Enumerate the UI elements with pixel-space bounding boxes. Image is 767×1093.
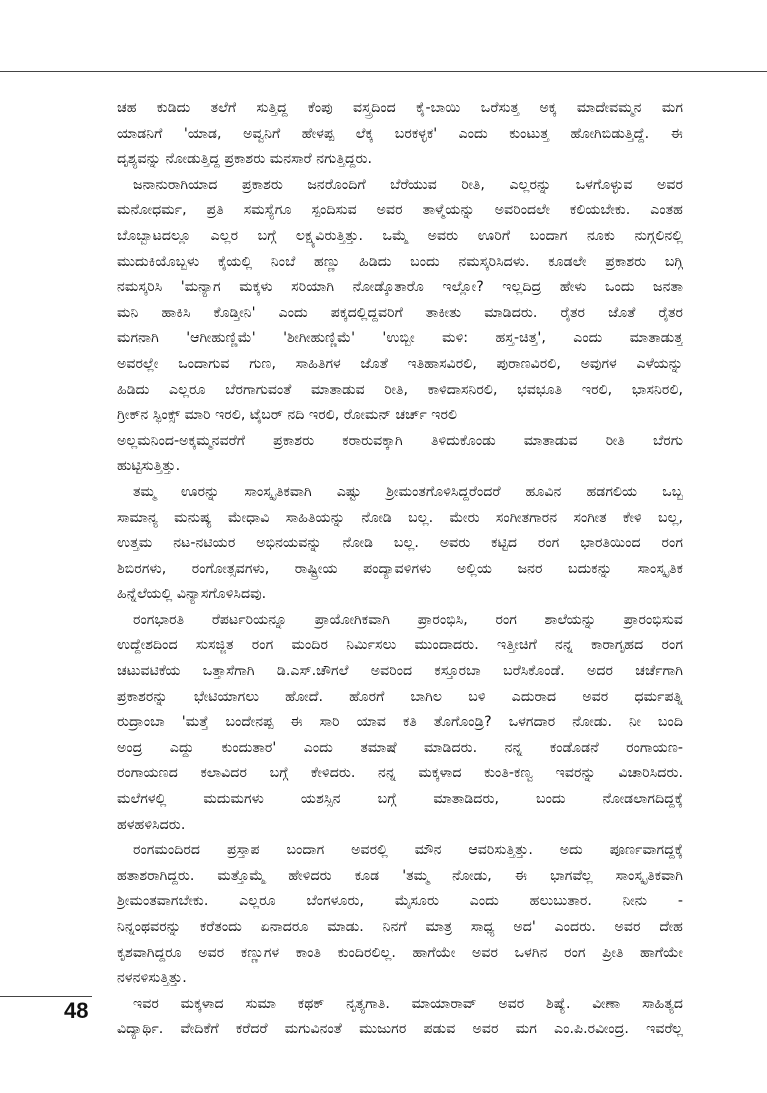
text-line: ಅಂದ್ರ ಎದ್ದು ಕುಂದುತಾರ' ಎಂದು ತಮಾಷೆ ಮಾಡಿದರು. ನನ್ನ ಕಂಡೊಡನೆ ರಂಗಾಯಣ-: [117, 739, 683, 756]
text-line: ಹಳಹಳಿಸಿದರು.: [117, 816, 186, 833]
text-line: ನಮಸ್ಕರಿಸಿ 'ಮನ್ಯಾಗ ಮಕ್ಕಳು ಸರಿಯಾಗಿ ನೋಡ್ಕೊತಾರೊ ಇಲ್ಲೋ? ಇಲ್ಲದಿದ್ರ ಹೇಳು ಒಂದು ಜನತಾ: [117, 279, 683, 296]
paragraph-first-line: ಜನಾನುರಾಗಿಯಾದ ಪ್ರಕಾಶರು ಜನರೊಂದಿಗೆ ಬೆರೆಯುವ ರೀತಿ, ಎಲ್ಲರನ್ನು ಒಳಗೊಳ್ಳುವ ಅವರ: [133, 176, 683, 193]
text-line: ಅಲ್ಲಮನಿಂದ-ಅಕ್ಕಮ್ಮನವರೆಗೆ ಪ್ರಕಾಶರು ಕರಾರುವಕ್ಕಾಗಿ ತಿಳಿದುಕೊಂಡು ಮಾತಾಡುವ ರೀತಿ ಬೆರಗು: [117, 432, 683, 449]
text-line: ಪ್ರಕಾಶರನ್ನು ಭೇಟಿಯಾಗಲು ಹೋದೆ. ಹೊರಗೆ ಬಾಗಿಲ ಬಳಿ ಎದುರಾದ ಅವರ ಧರ್ಮಪತ್ನಿ: [117, 688, 683, 705]
text-line: ನಳನಳಿಸುತ್ತಿತ್ತು.: [117, 970, 187, 987]
text-line: ಶ್ರೀಮಂತವಾಗಬೇಕು. ಎಲ್ಲರೂ ಬೆಂಗಳೂರು, ಮೈಸೂರು ಎಂದು ಹಲುಬುತಾರ. ನೀನು -: [117, 893, 683, 910]
paragraph-first-line: ತಮ್ಮ ಊರನ್ನು ಸಾಂಸ್ಕೃತಿಕವಾಗಿ ಎಷ್ಟು ಶ್ರೀಮಂತಗೊಳಿಸಿದ್ದರೆಂದರೆ ಹೂವಿನ ಹಡಗಲಿಯ ಒಬ್ಬ: [133, 483, 683, 500]
text-line: ಅವರಲ್ಲೇ ಒಂದಾಗುವ ಗುಣ, ಸಾಹಿತಿಗಳ ಜೊತೆ ಇತಿಹಾಸವಿರಲಿ, ಪುರಾಣವಿರಲಿ, ಅವುಗಳ ಎಳೆಯನ್ನು: [117, 355, 683, 372]
text-line: ರಂಗಾಯಣದ ಕಲಾವಿದರ ಬಗ್ಗೆ ಕೇಳಿದರು. ನನ್ನ ಮಕ್ಕಳಾದ ಕುಂತಿ-ಕಣ್ವ ಇವರನ್ನು ವಿಚಾರಿಸಿದರು.: [117, 765, 683, 782]
text-line: ಮುದುಕಿಯೊಬ್ಬಳು ಕೈಯಲ್ಲಿ ನಿಂಬೆ ಹಣ್ಣು ಹಿಡಿದು ಬಂದು ನಮಸ್ಕರಿಸಿದಳು. ಕೂಡಲೇ ಪ್ರಕಾಶರು ಬಗ್ಗಿ: [117, 253, 683, 270]
footer-rule: [0, 996, 92, 997]
text-line: ಚಟುವಟಿಕೆಯ ಒತ್ತಾಸೆಗಾಗಿ ಡಿ.ಎಸ್.ಚೌಗಲೆ ಅವರಿಂದ ಕಸ್ತೂರಬಾ ಬರೆಸಿಕೊಂಡೆ. ಅದರ ಚರ್ಚೆಗಾಗಿ: [117, 663, 683, 680]
text-line: ಸಾಮಾನ್ಯ ಮನುಷ್ಯ ಮೇಧಾವಿ ಸಾಹಿತಿಯನ್ನು ನೋಡಿ ಬಲ್ಲ. ಮೇರು ಸಂಗೀತಗಾರನ ಸಂಗೀತ ಕೇಳಿ ಬಲ್ಲ,: [117, 509, 683, 526]
text-line: ನಿನ್ನಂಥವರನ್ನು ಕರೆತಂದು ಏನಾದರೂ ಮಾಡು. ನಿನಗೆ ಮಾತ್ರ ಸಾಧ್ಯ ಅದ' ಎಂದರು. ಅವರ ದೇಹ: [117, 919, 683, 935]
text-line: ಹುಟ್ಟಿಸುತ್ತಿತ್ತು.: [117, 458, 181, 475]
text-line: ಮಗನಾಗಿ 'ಆಗೀಹುಣ್ಣಿಮೆ' 'ಶೀಗೀಹುಣ್ಣಿಮೆ' 'ಉಬ್ಬೀ ಮಳಿ: ಹಸ್ತ-ಚಿತ್ತ', ಎಂದು ಮಾತಾಡುತ್ತ: [117, 330, 683, 347]
text-line: ಚಹ ಕುಡಿದು ತಲೆಗೆ ಸುತ್ತಿದ್ದ ಕೆಂಪು ವಸ್ತ್ರದಿಂದ ಕೈ-ಬಾಯಿ ಒರೆಸುತ್ತ ಅಕ್ಕ ಮಾದೇವಮ್ಮನ ಮಗ: [117, 100, 683, 116]
text-line: ಹಿಡಿದು ಎಲ್ಲರೂ ಬೆರಗಾಗುವಂತೆ ಮಾತಾಡುವ ರೀತಿ, ಕಾಳಿದಾಸನಿರಲಿ, ಭವಭೂತಿ ಇರಲಿ, ಭಾಸನಿರಲಿ,: [117, 381, 683, 398]
text-line: ಮನಿ ಹಾಕಿಸಿ ಕೊಡ್ತೀನಿ' ಎಂದು ಪಕ್ಕದಲ್ಲಿದ್ದವರಿಗೆ ತಾಕೀತು ಮಾಡಿದರು. ರೈತರ ಜೊತೆ ರೈತರ: [117, 304, 683, 321]
text-line: ಮಲೆಗಳಲ್ಲಿ ಮದುಮಗಳು ಯಶಸ್ಸಿನ ಬಗ್ಗೆ ಮಾತಾಡಿದರು, ಬಂದು ನೋಡಲಾಗದಿದ್ದಕ್ಕೆ: [117, 791, 683, 808]
text-line: ಉದ್ದೇಶದಿಂದ ಸುಸಜ್ಜಿತ ರಂಗ ಮಂದಿರ ನಿರ್ಮಿಸಲು ಮುಂದಾದರು. ಇತ್ತೀಚಿಗೆ ನನ್ನ ಕಾರಾಗೃಹದ ರಂಗ: [117, 637, 683, 654]
paragraph-first-line: ಇವರ ಮಕ್ಕಳಾದ ಸುಮಾ ಕಥಕ್ ನೃತ್ಯಗಾತಿ. ಮಾಯಾರಾವ್ ಅವರ ಶಿಷ್ಯೆ. ವೀಣಾ ಸಾಹಿತ್ಯದ: [133, 995, 683, 1012]
paragraph-first-line: ರಂಗಭಾರತಿ ರೆಪರ್ಟರಿಯನ್ನೂ ಪ್ರಾಯೋಗಿಕವಾಗಿ ಪ್ರಾರಂಭಿಸಿ, ರಂಗ ಶಾಲೆಯನ್ನು ಪ್ರಾರಂಭಿಸುವ: [133, 611, 683, 628]
text-line: ಹತಾಶರಾಗಿದ್ದರು. ಮತ್ತೊಮ್ಮೆ ಹೇಳಿದರು ಕೂಡ 'ತಮ್ಮ ನೋಡು, ಈ ಭಾಗವೆಲ್ಲ ಸಾಂಸ್ಕೃತಿಕವಾಗಿ: [117, 867, 683, 884]
page-number: 48: [64, 998, 89, 1023]
text-line: ರುದ್ರಾಂಬಾ 'ಮತ್ತೆ ಬಂದೇನಪ್ಪ ಈ ಸಾರಿ ಯಾವ ಕತಿ ತೊಗೊಂಡ್ರಿ? ಒಳಗದಾರ ನೋಡು. ನೀ ಬಂದಿ: [117, 714, 683, 731]
text-line: ಮನೋಧರ್ಮ, ಪ್ರತಿ ಸಮಸ್ಯೆಗೂ ಸ್ಪಂದಿಸುವ ಅವರ ತಾಳ್ಮೆಯನ್ನು ಅವರಿಂದಲೇ ಕಲಿಯಬೇಕು. ಎಂತಹ: [117, 202, 683, 219]
text-line: ಕೃಶವಾಗಿದ್ದರೂ ಅವರ ಕಣ್ಣುಗಳ ಕಾಂತಿ ಕುಂದಿರಲಿಲ್ಲ. ಹಾಗೆಯೇ ಅವರ ಒಳಗಿನ ರಂಗ ಪ್ರೀತಿ ಹಾಗೆಯೇ: [117, 944, 683, 961]
text-line: ಬೊಬ್ಬಾಟದಲ್ಲೂ ಎಲ್ಲರ ಬಗ್ಗೆ ಲಕ್ಷ್ಯವಿರುತ್ತಿತ್ತು. ಒಮ್ಮೆ ಅವರು ಊರಿಗೆ ಬಂದಾಗ ನೂಕು ನುಗ್ಗಲಿನಲ್ಲಿ: [117, 227, 683, 244]
text-line: ಹಿನ್ನೆಲೆಯಲ್ಲಿ ವಿನ್ಯಾಸಗೊಳಿಸಿದವು.: [117, 586, 267, 603]
text-line: ಯಾಡನಿಗೆ 'ಯಾಡ, ಅವ್ವನಿಗೆ ಹೇಳಪ್ಪ ಲೆಕ್ಕ ಬರಕಳ್ಳಕ' ಎಂದು ಕುಂಟುತ್ತ ಹೋಗಿಬಿಡುತ್ತಿದ್ದೆ. ಈ: [117, 125, 683, 142]
text-line: ಉತ್ತಮ ನಟ-ನಟಿಯರ ಅಭಿನಯವನ್ನು ನೋಡಿ ಬಲ್ಲ. ಅವರು ಕಟ್ಟಿದ ರಂಗ ಭಾರತಿಯಿಂದ ರಂಗ: [117, 535, 683, 552]
text-line: ವಿದ್ಯಾರ್ಥಿ. ವೇದಿಕೆಗೆ ಕರೆದರೆ ಮಗುವಿನಂತೆ ಮುಜುಗರ ಪಡುವ ಅವರ ಮಗ ಎಂ.ಪಿ.ರವೀಂದ್ರ. ಇವರೆಲ್ಲ: [117, 1021, 683, 1038]
body-text: [117, 96, 683, 1043]
text-line: ದೃಶ್ಯವನ್ನು ನೋಡುತ್ತಿದ್ದ ಪ್ರಕಾಶರು ಮನಸಾರೆ ನಗುತ್ತಿದ್ದರು.: [117, 151, 373, 168]
text-line: ಗ್ರೀಕ್‌ನ ಸ್ಫಿಂಕ್ಸ್ ಮಾರಿ ಇರಲಿ, ಟೈಬರ್ ನದಿ ಇರಲಿ, ರೋಮನ್ ಚರ್ಚ್ ಇರಲಿ: [117, 407, 458, 424]
text-line: ಶಿಬಿರಗಳು, ರಂಗೋತ್ಸವಗಳು, ರಾಷ್ಟ್ರೀಯ ಪಂದ್ಯಾವಳಿಗಳು ಅಲ್ಲಿಯ ಜನರ ಬದುಕನ್ನು ಸಾಂಸ್ಕೃತಿಕ: [117, 560, 683, 577]
paragraph-first-line: ರಂಗಮಂದಿರದ ಪ್ರಸ್ತಾಪ ಬಂದಾಗ ಅವರಲ್ಲಿ ಮೌನ ಆವರಿಸುತ್ತಿತ್ತು. ಅದು ಪೂರ್ಣವಾಗದ್ದಕ್ಕೆ: [133, 842, 683, 859]
header-rule: [0, 71, 767, 72]
